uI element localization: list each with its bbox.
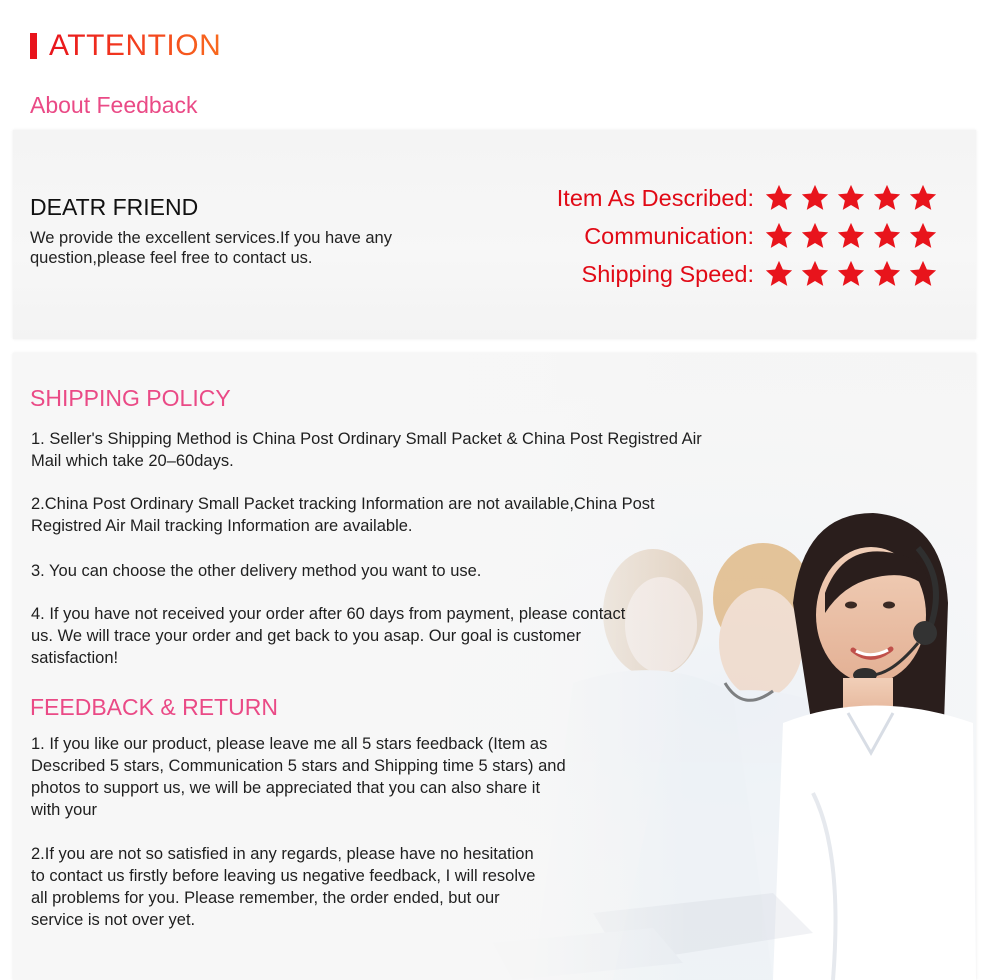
shipping-policy-item: 1. Seller's Shipping Method is China Post Ordinary Small Packet & China Post Registred Air Mail which take 20–60days. [31, 430, 702, 470]
friend-message: We provide the excellent services.If you have any question,please feel free to contact us. [30, 229, 392, 267]
star-icon [800, 221, 830, 251]
feedback-policy-item: 1. If you like our product, please leave me all 5 stars feedback (Item as Described 5 stars, Communication 5 stars and Shipping time 5 stars) and photos to support us, we will be appreciated that you can also share it with your [31, 735, 566, 819]
star-rating [764, 259, 938, 289]
star-rating [764, 183, 938, 213]
rating-label: Shipping Speed: [581, 260, 754, 287]
star-icon [836, 183, 866, 213]
ratings-panel [557, 179, 938, 293]
star-icon [872, 183, 902, 213]
star-icon [872, 259, 902, 289]
feedback-card [13, 130, 976, 339]
feedback-policy-item: 2.If you are not so satisfied in any regards, please have no hesitation to contact us firstly before leaving us negative feedback, I will resolve all problems for you. Please remember, the order ended, but our service is not over yet. [31, 845, 536, 929]
attention-title [30, 28, 221, 64]
star-icon [908, 221, 938, 251]
feedback-return-heading: FEEDBACK & RETURN [30, 694, 278, 720]
star-rating [764, 221, 938, 251]
shipping-policy-heading: SHIPPING POLICY [30, 385, 231, 411]
star-icon [800, 183, 830, 213]
star-icon [764, 221, 794, 251]
star-icon [764, 259, 794, 289]
star-icon [836, 221, 866, 251]
about-feedback-heading: About Feedback [30, 92, 198, 118]
page-title: ATTENTION [49, 29, 222, 62]
star-icon [908, 183, 938, 213]
rating-row-item-as-described [557, 179, 938, 217]
star-icon [800, 259, 830, 289]
shipping-policy-item: 4. If you have not received your order after 60 days from payment, please contact us. We will trace your order and get back to you asap. Our goal is customer satisfaction! [31, 605, 626, 667]
rating-row-shipping-speed [557, 255, 938, 293]
shipping-policy-item: 2.China Post Ordinary Small Packet tracking Information are not available,China Post Registred Air Mail tracking Information are available. [31, 495, 655, 535]
star-icon [764, 183, 794, 213]
title-marker-bar [30, 33, 37, 59]
star-icon [872, 221, 902, 251]
rating-label: Item As Described: [556, 184, 754, 211]
star-icon [908, 259, 938, 289]
friend-greeting: DEATR FRIEND [30, 194, 199, 220]
rating-label: Communication: [584, 222, 754, 249]
star-icon [836, 259, 866, 289]
shipping-policy-item: 3. You can choose the other delivery method you want to use. [31, 562, 482, 580]
rating-row-communication [557, 217, 938, 255]
